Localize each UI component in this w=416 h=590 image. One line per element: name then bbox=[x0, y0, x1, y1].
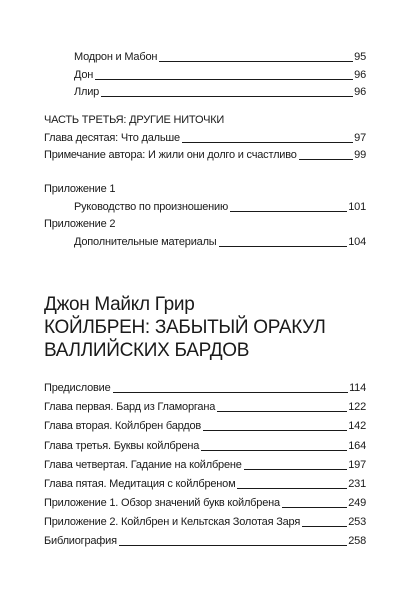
toc-entry bbox=[74, 86, 366, 99]
leader-line bbox=[203, 430, 347, 431]
toc-entry-page: 99 bbox=[354, 149, 366, 161]
appendix-heading: Приложение 1 bbox=[44, 183, 116, 195]
leader-line bbox=[101, 96, 353, 97]
leader-line bbox=[230, 211, 347, 212]
toc-entry-label: Библиография bbox=[44, 535, 117, 547]
leader-line bbox=[119, 545, 347, 546]
toc-entry-page: 197 bbox=[348, 459, 366, 471]
toc-entry-label: Глава вторая. Койлбрен бардов bbox=[44, 420, 202, 432]
toc-entry bbox=[44, 497, 366, 510]
toc-entry-page: 142 bbox=[348, 420, 366, 432]
toc-entry-label: Приложение 1. Обзор значений букв койлбрена bbox=[44, 497, 280, 509]
toc-entry-label: Примечание автора: И жили они долго и счастливо bbox=[44, 149, 297, 161]
toc-entry-label: Глава третья. Буквы койлбрена bbox=[44, 440, 200, 452]
book-title-line-1: КОЙЛБРЕН: ЗАБЫТЫЙ ОРАКУЛ bbox=[44, 317, 326, 338]
toc-entry bbox=[74, 201, 366, 214]
toc-entry-page: 104 bbox=[348, 236, 366, 248]
toc-entry-page: 258 bbox=[348, 535, 366, 547]
toc-entry bbox=[44, 401, 366, 414]
leader-line bbox=[217, 411, 347, 412]
toc-entry bbox=[44, 516, 366, 529]
leader-line bbox=[95, 79, 353, 80]
toc-entry-page: 96 bbox=[354, 86, 366, 98]
toc-entry bbox=[44, 149, 366, 162]
appendix-heading: Приложение 2 bbox=[44, 218, 116, 230]
leader-line bbox=[159, 61, 353, 62]
toc-entry-label: Ллир bbox=[74, 86, 100, 98]
toc-entry bbox=[44, 440, 366, 453]
toc-entry-label: Дон bbox=[74, 69, 94, 81]
leader-line bbox=[244, 469, 348, 470]
toc-entry-label: Глава десятая: Что дальше bbox=[44, 132, 180, 144]
book-author: Джон Майкл Грир bbox=[44, 294, 195, 315]
toc-entry-label: Модрон и Мабон bbox=[74, 51, 158, 63]
toc-entry bbox=[44, 132, 366, 145]
toc-entry bbox=[74, 51, 366, 64]
toc-entry-label: Глава четвертая. Гадание на койлбрене bbox=[44, 459, 242, 471]
leader-line bbox=[302, 526, 347, 527]
toc-entry-page: 253 bbox=[348, 516, 366, 528]
leader-line bbox=[201, 450, 347, 451]
toc-entry bbox=[74, 69, 366, 82]
leader-line bbox=[282, 507, 347, 508]
book-title-line-2: ВАЛЛИЙСКИХ БАРДОВ bbox=[44, 340, 250, 361]
leader-line bbox=[182, 142, 353, 143]
part-heading: ЧАСТЬ ТРЕТЬЯ: ДРУГИЕ НИТОЧКИ bbox=[44, 114, 225, 126]
leader-line bbox=[219, 246, 348, 247]
toc-entry bbox=[44, 382, 366, 395]
toc-entry bbox=[44, 478, 366, 491]
toc-entry-label: Приложение 2. Койлбрен и Кельтская Золотая Заря bbox=[44, 516, 301, 528]
leader-line bbox=[237, 488, 347, 489]
toc-entry bbox=[44, 459, 366, 472]
leader-line bbox=[299, 159, 353, 160]
toc-entry-page: 114 bbox=[349, 382, 366, 394]
toc-entry-page: 122 bbox=[348, 401, 366, 413]
toc-entry-label: Глава пятая. Медитация с койлбреном bbox=[44, 478, 236, 490]
toc-entry bbox=[44, 420, 366, 433]
toc-entry-label: Глава первая. Бард из Гламоргана bbox=[44, 401, 216, 413]
toc-entry-page: 97 bbox=[354, 132, 366, 144]
toc-entry-page: 249 bbox=[348, 497, 366, 509]
toc-entry-label: Дополнительные материалы bbox=[74, 236, 217, 248]
toc-entry-page: 231 bbox=[348, 478, 366, 490]
toc-entry-page: 96 bbox=[354, 69, 366, 81]
toc-entry-page: 95 bbox=[354, 51, 366, 63]
toc-entry-label: Руководство по произношению bbox=[74, 201, 229, 213]
toc-entry bbox=[44, 535, 366, 548]
toc-entry-label: Предисловие bbox=[44, 382, 111, 394]
leader-line bbox=[113, 392, 349, 393]
toc-entry-page: 164 bbox=[348, 440, 366, 452]
toc-entry bbox=[74, 236, 366, 249]
toc-entry-page: 101 bbox=[348, 201, 366, 213]
